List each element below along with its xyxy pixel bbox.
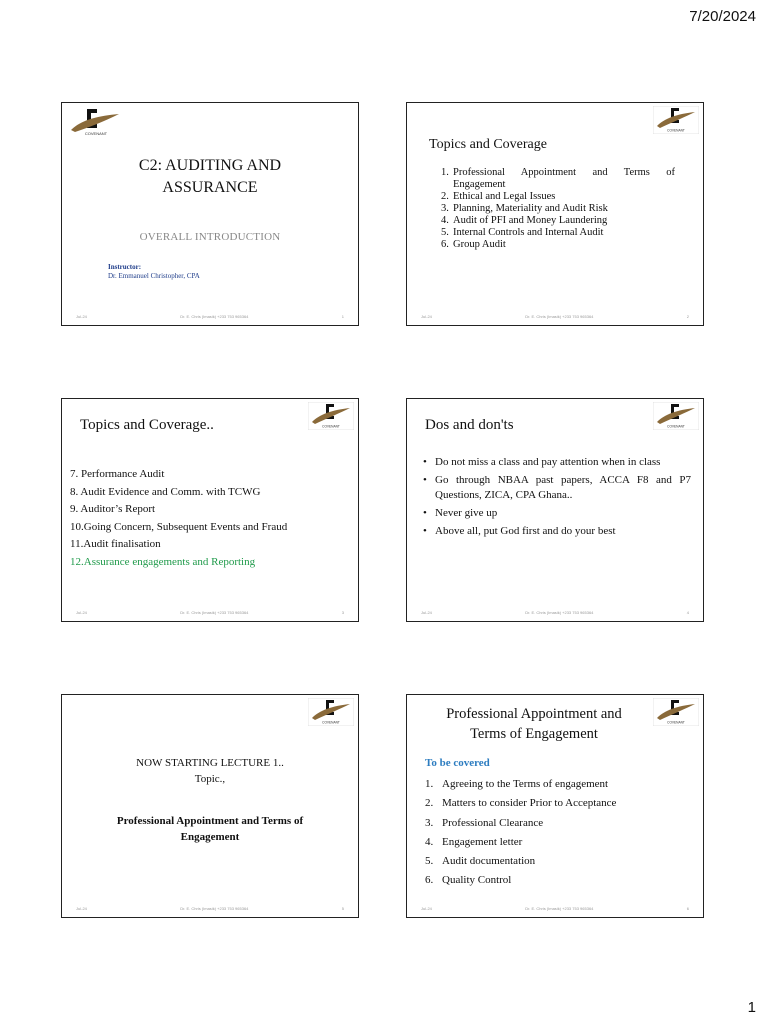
list-item: 1. Agreeing to the Terms of engagement bbox=[425, 778, 609, 790]
list-item: 2. Matters to consider Prior to Acceptance bbox=[425, 797, 617, 810]
list-item: 6. Quality Control bbox=[425, 874, 512, 887]
topics-list bbox=[441, 167, 675, 251]
svg-text:COVENANT: COVENANT bbox=[667, 128, 685, 133]
svg-text:COVENANT: COVENANT bbox=[667, 720, 685, 725]
instructor-info: Instructor: Dr. Emmanuel Christopher, CPA bbox=[108, 263, 200, 280]
list-item: 5. Audit documentation bbox=[425, 855, 536, 868]
lecture-topic: Professional Appointment and Terms of Engagement bbox=[116, 815, 304, 843]
slide-5[interactable] bbox=[61, 694, 359, 918]
slide-footer: Jul-24 Dr. E. Chris (Imasik) +233 753 965364 4 bbox=[421, 610, 689, 615]
to-be-covered-label: To be covered bbox=[425, 757, 490, 769]
list-item: • Above all, put God first and do your best bbox=[423, 525, 616, 537]
list-item: 3. Professional Clearance bbox=[425, 816, 544, 829]
slide-title: C2: AUDITING AND ASSURANCE bbox=[138, 157, 282, 196]
list-item-highlight: 12.Assurance engagements and Reporting bbox=[70, 555, 256, 568]
lecture-heading: NOW STARTING LECTURE 1.. Topic., bbox=[136, 757, 284, 785]
covenant-logo-icon bbox=[308, 698, 354, 726]
slide-title: Professional Appointment and Terms of Engagement bbox=[446, 706, 622, 742]
covenant-logo-icon bbox=[653, 106, 699, 134]
slide-2[interactable] bbox=[406, 102, 704, 326]
bullet-list bbox=[423, 455, 691, 542]
slide-subtitle: OVERALL INTRODUCTION bbox=[139, 231, 281, 243]
coverage-list bbox=[425, 775, 616, 891]
list-item: 4. Engagement letter bbox=[425, 835, 523, 848]
list-item: 2. Ethical and Legal Issues bbox=[441, 191, 556, 202]
list-item: 1. Professional Appointment and Terms of Engagement bbox=[441, 167, 675, 190]
list-item: 7. Performance Audit bbox=[70, 468, 165, 480]
list-item: 8. Audit Evidence and Comm. with TCWG bbox=[70, 485, 261, 498]
covenant-logo-icon bbox=[67, 106, 125, 138]
list-item: • Do not miss a class and pay attention when in class bbox=[423, 456, 661, 468]
slide-footer: Jul-24 Dr. E. Chris (Imasik) +233 753 965364 1 bbox=[76, 314, 344, 319]
svg-text:COVENANT: COVENANT bbox=[667, 424, 685, 429]
list-item: 3. Planning, Materiality and Audit Risk bbox=[441, 203, 608, 214]
list-item: • Never give up bbox=[423, 507, 498, 519]
list-item: 5. Internal Controls and Internal Audit bbox=[441, 227, 604, 238]
slide-6[interactable] bbox=[406, 694, 704, 918]
covenant-logo-icon bbox=[653, 698, 699, 726]
slide-footer: Jul-24 Dr. E. Chris (Imasik) +233 753 965364 2 bbox=[421, 314, 689, 319]
list-item: 4. Audit of PFI and Money Laundering bbox=[441, 215, 608, 226]
list-item: • Go through NBAA past papers, ACCA F8 and P7 Questions, ZICA, CPA Ghana.. bbox=[423, 474, 691, 501]
slide-1[interactable] bbox=[61, 102, 359, 326]
handout-date: 7/20/2024 bbox=[689, 8, 756, 25]
page-number: 1 bbox=[747, 999, 756, 1016]
slide-footer: Jul-24 Dr. E. Chris (Imasik) +233 753 965364 5 bbox=[76, 906, 344, 911]
list-item: 9. Auditor’s Report bbox=[70, 503, 156, 515]
covenant-logo-icon bbox=[653, 402, 699, 430]
list-item: 10.Going Concern, Subsequent Events and Fraud bbox=[70, 520, 288, 533]
topics-list bbox=[70, 466, 287, 571]
covenant-logo-icon bbox=[308, 402, 354, 430]
slide-title: Dos and don'ts bbox=[425, 417, 514, 433]
slide-title: Topics and Coverage.. bbox=[80, 417, 214, 433]
svg-text:COVENANT: COVENANT bbox=[322, 424, 340, 429]
slide-footer: Jul-24 Dr. E. Chris (Imasik) +233 753 965364 3 bbox=[76, 610, 344, 615]
slide-3[interactable] bbox=[61, 398, 359, 622]
list-item: 6. Group Audit bbox=[441, 239, 506, 250]
svg-text:COVENANT: COVENANT bbox=[322, 720, 340, 725]
slide-4[interactable] bbox=[406, 398, 704, 622]
slide-footer: Jul-24 Dr. E. Chris (Imasik) +233 753 965364 6 bbox=[421, 906, 689, 911]
list-item: 11.Audit finalisation bbox=[70, 538, 161, 550]
slide-title: Topics and Coverage bbox=[429, 137, 547, 152]
svg-text:COVENANT: COVENANT bbox=[84, 131, 108, 136]
